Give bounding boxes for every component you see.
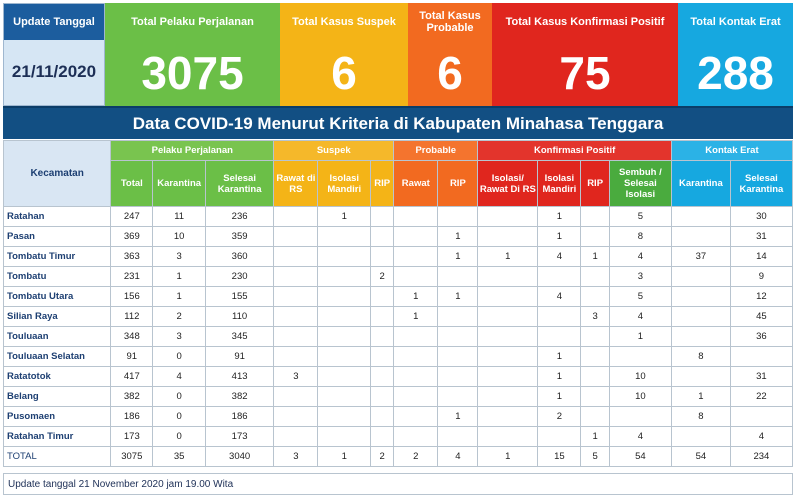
table-cell xyxy=(478,367,538,387)
table-row xyxy=(4,387,793,407)
table-cell: 247 xyxy=(111,207,153,227)
table-cell xyxy=(274,307,318,327)
col-header: Selesai Karantina xyxy=(730,161,792,207)
table-cell xyxy=(581,227,609,247)
table-cell xyxy=(609,347,671,367)
kecamatan-name: Ratahan Timur xyxy=(4,427,111,447)
card-label: Total Kontak Erat xyxy=(690,15,781,28)
table-cell xyxy=(394,207,438,227)
table-cell: 230 xyxy=(205,267,273,287)
page-title: Data COVID-19 Menurut Kriteria di Kabupaten Minahasa Tenggara xyxy=(3,106,793,139)
table-cell xyxy=(438,347,478,367)
table-cell: 54 xyxy=(671,447,730,467)
table-cell: 14 xyxy=(730,247,792,267)
kecamatan-name: Pasan xyxy=(4,227,111,247)
table-cell xyxy=(581,207,609,227)
table-row xyxy=(4,367,793,387)
table-cell xyxy=(671,327,730,347)
table-row xyxy=(4,207,793,227)
table-cell xyxy=(371,247,394,267)
table-cell xyxy=(478,347,538,367)
table-cell: 0 xyxy=(153,347,206,367)
table-cell: 4 xyxy=(438,447,478,467)
table-cell xyxy=(438,327,478,347)
table-cell xyxy=(394,367,438,387)
table-cell: 3075 xyxy=(111,447,153,467)
card-total-probable xyxy=(408,3,492,106)
table-cell xyxy=(538,307,581,327)
summary-panel xyxy=(3,3,793,106)
table-cell xyxy=(671,307,730,327)
table-row xyxy=(4,327,793,347)
table-cell: 8 xyxy=(609,227,671,247)
card-value: 6 xyxy=(437,47,463,99)
table-cell xyxy=(274,327,318,347)
table-cell: 348 xyxy=(111,327,153,347)
table-cell: 4 xyxy=(538,247,581,267)
table-cell xyxy=(274,207,318,227)
table-cell xyxy=(581,287,609,307)
table-cell xyxy=(538,327,581,347)
group-header-kontak-erat: Kontak Erat xyxy=(671,141,792,161)
table-cell xyxy=(371,367,394,387)
table-cell: 22 xyxy=(730,387,792,407)
table-cell: 91 xyxy=(205,347,273,367)
kecamatan-header: Kecamatan xyxy=(4,141,111,207)
col-header: Rawat di RS xyxy=(274,161,318,207)
table-cell xyxy=(438,267,478,287)
table-cell xyxy=(438,207,478,227)
kecamatan-name: TOTAL xyxy=(4,447,111,467)
table-cell xyxy=(318,227,371,247)
card-value: 75 xyxy=(559,47,611,99)
table-cell xyxy=(478,407,538,427)
table-cell xyxy=(438,307,478,327)
table-cell xyxy=(581,347,609,367)
table-cell: 186 xyxy=(111,407,153,427)
kecamatan-name: Ratatotok xyxy=(4,367,111,387)
col-header: Selesai Karantina xyxy=(205,161,273,207)
table-body xyxy=(4,207,793,467)
table-cell: 369 xyxy=(111,227,153,247)
kecamatan-name: Touluaan Selatan xyxy=(4,347,111,367)
group-header-suspek: Suspek xyxy=(274,141,394,161)
table-cell xyxy=(581,407,609,427)
table-cell: 112 xyxy=(111,307,153,327)
table-cell: 155 xyxy=(205,287,273,307)
col-header: RIP xyxy=(371,161,394,207)
table-cell: 1 xyxy=(478,247,538,267)
table-cell: 30 xyxy=(730,207,792,227)
table-cell: 5 xyxy=(581,447,609,467)
table-cell xyxy=(318,307,371,327)
table-cell xyxy=(671,287,730,307)
table-cell: 236 xyxy=(205,207,273,227)
table-cell: 1 xyxy=(581,427,609,447)
table-cell: 3040 xyxy=(205,447,273,467)
table-cell xyxy=(438,367,478,387)
table-cell: 0 xyxy=(153,407,206,427)
table-cell xyxy=(478,287,538,307)
table-cell xyxy=(371,207,394,227)
table-cell: 1 xyxy=(318,447,371,467)
total-row xyxy=(4,447,793,467)
table-cell xyxy=(371,387,394,407)
table-cell: 1 xyxy=(538,227,581,247)
table-cell: 35 xyxy=(153,447,206,467)
table-cell: 363 xyxy=(111,247,153,267)
table-cell: 417 xyxy=(111,367,153,387)
table-cell: 173 xyxy=(111,427,153,447)
kecamatan-name: Belang xyxy=(4,387,111,407)
table-cell xyxy=(274,247,318,267)
col-header: Rawat xyxy=(394,161,438,207)
table-cell xyxy=(274,387,318,407)
table-cell: 1 xyxy=(609,327,671,347)
footer-note: Update tanggal 21 November 2020 jam 19.00 Wita xyxy=(3,473,793,495)
table-cell: 5 xyxy=(609,207,671,227)
table-cell: 1 xyxy=(394,287,438,307)
table-cell xyxy=(581,267,609,287)
table-cell: 4 xyxy=(730,427,792,447)
table-cell: 413 xyxy=(205,367,273,387)
card-label: Total Kasus Probable xyxy=(419,9,481,34)
col-header: Total xyxy=(111,161,153,207)
table-cell: 1 xyxy=(438,247,478,267)
table-cell: 1 xyxy=(438,407,478,427)
table-row xyxy=(4,347,793,367)
table-cell: 1 xyxy=(538,387,581,407)
table-cell: 9 xyxy=(730,267,792,287)
kecamatan-name: Tombatu Utara xyxy=(4,287,111,307)
col-header: Karantina xyxy=(153,161,206,207)
card-label: Total Kasus Suspek xyxy=(292,15,396,28)
table-cell: 1 xyxy=(671,387,730,407)
table-cell: 8 xyxy=(671,407,730,427)
table-row xyxy=(4,307,793,327)
table-cell: 1 xyxy=(538,347,581,367)
table-row xyxy=(4,247,793,267)
table-cell xyxy=(581,387,609,407)
kecamatan-name: Ratahan xyxy=(4,207,111,227)
table-cell: 382 xyxy=(111,387,153,407)
table-cell xyxy=(318,407,371,427)
col-header: Karantina xyxy=(671,161,730,207)
table-cell: 1 xyxy=(438,227,478,247)
table-cell xyxy=(371,407,394,427)
table-cell: 359 xyxy=(205,227,273,247)
col-header: RIP xyxy=(438,161,478,207)
data-table xyxy=(3,140,793,467)
table-cell xyxy=(730,347,792,367)
table-cell xyxy=(274,347,318,367)
table-cell xyxy=(371,307,394,327)
group-header-pelaku: Pelaku Perjalanan xyxy=(111,141,274,161)
table-cell: 382 xyxy=(205,387,273,407)
table-cell xyxy=(371,427,394,447)
table-row xyxy=(4,427,793,447)
table-cell: 8 xyxy=(671,347,730,367)
table-cell: 15 xyxy=(538,447,581,467)
table-cell xyxy=(371,327,394,347)
update-date-card xyxy=(3,3,105,106)
kecamatan-name: Silian Raya xyxy=(4,307,111,327)
table-cell: 1 xyxy=(538,207,581,227)
table-cell xyxy=(671,427,730,447)
card-total-suspek xyxy=(280,3,408,106)
table-cell xyxy=(438,427,478,447)
table-cell xyxy=(371,287,394,307)
table-cell xyxy=(438,387,478,407)
table-cell xyxy=(274,407,318,427)
table-cell: 5 xyxy=(609,287,671,307)
update-date-value: 21/11/2020 xyxy=(11,62,97,81)
table-cell xyxy=(478,387,538,407)
table-cell: 10 xyxy=(609,367,671,387)
group-header-probable: Probable xyxy=(394,141,478,161)
table-cell xyxy=(318,427,371,447)
table-cell xyxy=(318,327,371,347)
group-header-konfirmasi: Konfirmasi Positif xyxy=(478,141,672,161)
table-cell xyxy=(730,407,792,427)
kecamatan-name: Touluaan xyxy=(4,327,111,347)
table-cell: 4 xyxy=(538,287,581,307)
col-header: Isolasi/ Rawat Di RS xyxy=(478,161,538,207)
kecamatan-name: Pusomaen xyxy=(4,407,111,427)
table-cell: 2 xyxy=(371,447,394,467)
table-cell xyxy=(478,427,538,447)
card-value: 3075 xyxy=(141,47,244,99)
table-cell xyxy=(371,347,394,367)
col-header: Sembuh / Selesai Isolasi xyxy=(609,161,671,207)
table-row xyxy=(4,287,793,307)
table-cell xyxy=(318,387,371,407)
table-cell: 1 xyxy=(478,447,538,467)
table-row xyxy=(4,267,793,287)
card-total-kontak-erat xyxy=(678,3,793,106)
table-cell: 231 xyxy=(111,267,153,287)
table-cell: 12 xyxy=(730,287,792,307)
table-cell: 1 xyxy=(438,287,478,307)
table-cell: 54 xyxy=(609,447,671,467)
table-cell xyxy=(394,247,438,267)
table-cell xyxy=(394,327,438,347)
table-cell: 45 xyxy=(730,307,792,327)
table-cell: 3 xyxy=(274,447,318,467)
table-cell: 10 xyxy=(609,387,671,407)
table-cell: 1 xyxy=(318,207,371,227)
table-cell xyxy=(394,267,438,287)
table-cell: 360 xyxy=(205,247,273,267)
table-cell: 37 xyxy=(671,247,730,267)
table-cell xyxy=(478,267,538,287)
table-cell: 234 xyxy=(730,447,792,467)
table-cell: 10 xyxy=(153,227,206,247)
table-cell xyxy=(671,207,730,227)
table-cell: 3 xyxy=(153,247,206,267)
table-cell: 0 xyxy=(153,427,206,447)
table-cell xyxy=(318,287,371,307)
table-cell: 2 xyxy=(153,307,206,327)
table-cell xyxy=(478,307,538,327)
kecamatan-name: Tombatu Timur xyxy=(4,247,111,267)
table-cell: 1 xyxy=(153,287,206,307)
table-cell xyxy=(671,267,730,287)
table-cell: 2 xyxy=(394,447,438,467)
col-header: RIP xyxy=(581,161,609,207)
table-cell: 2 xyxy=(538,407,581,427)
table-cell: 4 xyxy=(609,427,671,447)
table-cell xyxy=(318,247,371,267)
table-cell xyxy=(394,407,438,427)
table-cell: 1 xyxy=(581,247,609,267)
table-cell: 36 xyxy=(730,327,792,347)
card-value: 288 xyxy=(697,47,774,99)
update-date-label: Update Tanggal xyxy=(4,4,104,40)
table-cell: 1 xyxy=(394,307,438,327)
table-cell xyxy=(394,347,438,367)
table-cell xyxy=(671,227,730,247)
col-header: Isolasi Mandiri xyxy=(318,161,371,207)
card-total-pelaku-perjalanan xyxy=(105,3,280,106)
table-cell xyxy=(478,207,538,227)
table-cell: 4 xyxy=(609,247,671,267)
table-cell xyxy=(538,427,581,447)
table-cell: 1 xyxy=(153,267,206,287)
table-cell: 156 xyxy=(111,287,153,307)
table-cell: 3 xyxy=(581,307,609,327)
table-cell xyxy=(274,227,318,247)
card-label: Total Pelaku Perjalanan xyxy=(131,15,254,28)
table-row xyxy=(4,227,793,247)
table-cell: 4 xyxy=(153,367,206,387)
table-cell xyxy=(581,327,609,347)
kecamatan-name: Tombatu xyxy=(4,267,111,287)
card-value: 6 xyxy=(331,47,357,99)
table-cell xyxy=(318,347,371,367)
table-cell: 3 xyxy=(153,327,206,347)
table-cell: 173 xyxy=(205,427,273,447)
table-cell: 91 xyxy=(111,347,153,367)
table-cell: 4 xyxy=(609,307,671,327)
col-header: Isolasi Mandiri xyxy=(538,161,581,207)
table-cell xyxy=(609,407,671,427)
table-cell xyxy=(478,227,538,247)
table-cell: 1 xyxy=(538,367,581,387)
table-cell xyxy=(318,267,371,287)
table-cell: 110 xyxy=(205,307,273,327)
table-cell: 11 xyxy=(153,207,206,227)
table-cell xyxy=(371,227,394,247)
table-cell xyxy=(274,427,318,447)
card-label: Total Kasus Konfirmasi Positif xyxy=(505,15,665,28)
table-cell xyxy=(671,367,730,387)
table-cell: 3 xyxy=(609,267,671,287)
table-cell: 345 xyxy=(205,327,273,347)
table-cell xyxy=(538,267,581,287)
table-cell: 3 xyxy=(274,367,318,387)
table-cell xyxy=(394,427,438,447)
table-cell: 2 xyxy=(371,267,394,287)
table-cell xyxy=(274,267,318,287)
table-cell: 31 xyxy=(730,367,792,387)
table-cell xyxy=(394,227,438,247)
table-cell xyxy=(274,287,318,307)
table-cell: 186 xyxy=(205,407,273,427)
table-cell xyxy=(394,387,438,407)
card-total-konfirmasi xyxy=(492,3,678,106)
table-cell xyxy=(478,327,538,347)
table-cell: 0 xyxy=(153,387,206,407)
table-row xyxy=(4,407,793,427)
table-cell xyxy=(318,367,371,387)
table-cell xyxy=(581,367,609,387)
table-cell: 31 xyxy=(730,227,792,247)
